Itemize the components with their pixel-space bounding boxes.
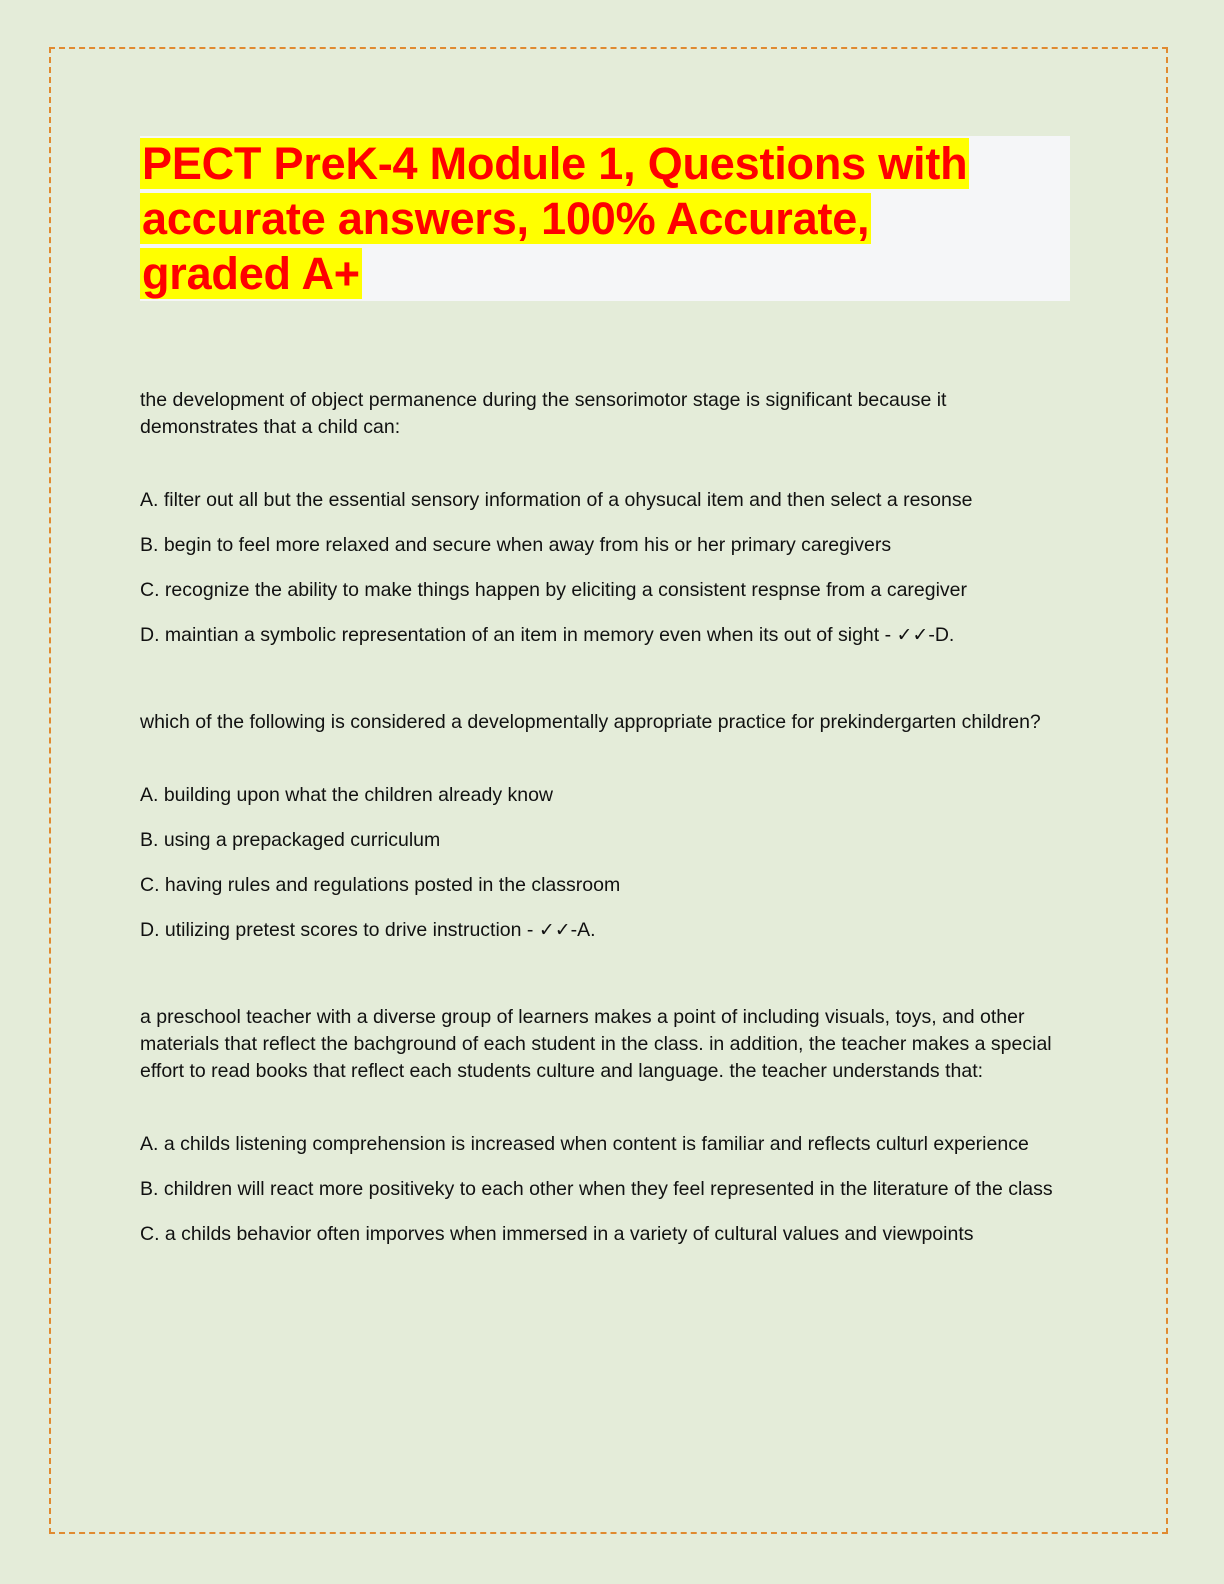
question-block <box>140 1004 1070 1248</box>
spacer <box>140 1203 1070 1221</box>
spacer <box>140 514 1070 532</box>
question-stem: a preschool teacher with a diverse group of learners makes a point of including visuals, toys, and other materials that reflect the bachground of each student in the class. in addition, the teacher makes a special effort to read books that reflect each students culture and language. the teacher understands that: <box>140 1006 1052 1082</box>
question-stem: which of the following is considered a developmentally appropriate practice for prekindergarten children? <box>140 711 1041 733</box>
title-line-3: graded A+ <box>142 248 360 299</box>
answer-option: C. a childs behavior often imporves when immersed in a variety of cultural values and viewpoints <box>140 1223 974 1245</box>
checkmark-icon: ✓✓ <box>538 919 571 941</box>
title-line-1: PECT PreK-4 Module 1, Questions with <box>142 138 968 189</box>
spacer <box>140 649 1070 709</box>
spacer <box>140 604 1070 622</box>
spacer <box>140 559 1070 577</box>
checkmark-icon: ✓✓ <box>896 624 929 646</box>
answer-option: B. using a prepackaged curriculum <box>140 829 441 851</box>
correct-answer-letter: -D. <box>928 624 955 646</box>
spacer <box>140 736 1070 782</box>
answer-option: C. having rules and regulations posted in the classroom <box>140 874 621 896</box>
questions-body <box>140 387 1070 1248</box>
answer-option: B. children will react more positiveky to each other when they feel represented in the literature of the class <box>140 1178 1053 1200</box>
answer-option-correct <box>140 622 1068 649</box>
spacer <box>140 441 1070 487</box>
answer-option: C. recognize the ability to make things happen by eliciting a consistent respnse from a caregiver <box>140 579 968 601</box>
spacer <box>140 809 1070 827</box>
answer-option: A. filter out all but the essential sensory information of a ohysucal item and then select a resonse <box>140 489 973 511</box>
spacer <box>140 1085 1070 1131</box>
answer-option-text: D. maintian a symbolic representation of an item in memory even when its out of sight - <box>140 624 897 646</box>
spacer <box>140 899 1070 917</box>
question-block <box>140 387 1070 649</box>
question-block <box>140 709 1070 944</box>
title-block <box>140 136 1070 301</box>
answer-option: A. a childs listening comprehension is increased when content is familiar and reflects culturl experience <box>140 1133 1029 1155</box>
page-title <box>140 136 1070 301</box>
answer-option-text: D. utilizing pretest scores to drive instruction - <box>140 919 539 941</box>
spacer <box>140 854 1070 872</box>
document-content <box>140 136 1075 1248</box>
question-stem: the development of object permanence during the sensorimotor stage is significant because it demonstrates that a child can: <box>140 389 947 438</box>
answer-option-correct <box>140 917 1068 944</box>
spacer <box>140 1158 1070 1176</box>
correct-answer-letter: -A. <box>570 919 596 941</box>
spacer <box>140 944 1070 1004</box>
answer-option: A. building upon what the children already know <box>140 784 554 806</box>
answer-option: B. begin to feel more relaxed and secure when away from his or her primary caregivers <box>140 534 892 556</box>
title-line-2: accurate answers, 100% Accurate, <box>142 193 870 244</box>
